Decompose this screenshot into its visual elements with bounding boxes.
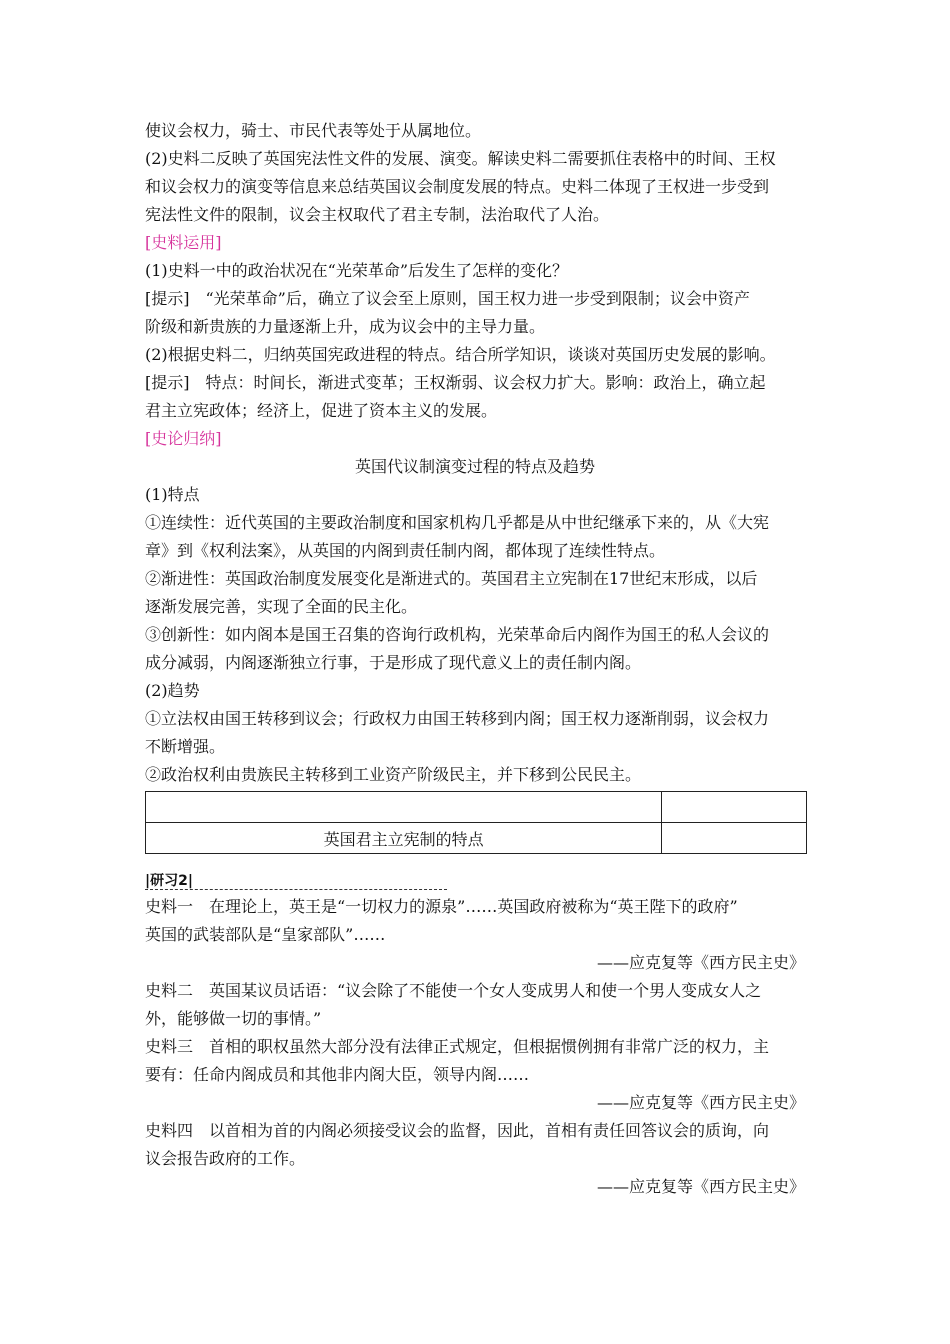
summary-title: 英国代议制演变过程的特点及趋势: [354, 457, 595, 476]
source-4-line: 议会报告政府的工作。: [145, 1149, 306, 1168]
source-3-line: 要有：任命内阁成员和其他非内阁大臣，领导内阁……: [145, 1065, 530, 1084]
source-3-line: 史料三 首相的职权虽然大部分没有法律正式规定，但根据惯例拥有非常广泛的权力，主: [145, 1037, 770, 1056]
text-line: 使议会权力，骑士、市民代表等处于从属地位。: [145, 121, 482, 140]
text-line: 章》到《权利法案》，从英国的内阁到责任制内阁，都体现了连续性特点。: [145, 541, 666, 560]
source-citation: ——应克复等《西方民主史》: [596, 1177, 805, 1196]
text-line: 和议会权力的演变等信息来总结英国议会制度发展的特点。史料二体现了王权进一步受到: [145, 177, 770, 196]
source-citation: ——应克复等《西方民主史》: [596, 1093, 805, 1112]
text-line: 成分减弱，内阁逐渐独立行事，于是形成了现代意义上的责任制内阁。: [145, 653, 642, 672]
table-cell: [662, 823, 807, 854]
answer-2-line: [提示] 特点：时间长，渐进式变革；王权渐弱、议会权力扩大。影响：政治上，确立起: [145, 373, 766, 392]
subheading-features: (1)特点: [145, 485, 200, 504]
study-tag: |研习2|: [145, 873, 193, 889]
section-heading-summary: [史论归纳]: [145, 429, 222, 448]
text-line: ②渐进性：英国政治制度发展变化是渐进式的。英国君主立宪制在17世纪末形成，以后: [145, 569, 758, 588]
source-2-line: 外，能够做一切的事情。”: [145, 1009, 322, 1028]
source-2-line: 史料二 英国某议员话语：“议会除了不能使一个女人变成男人和使一个男人变成女人之: [145, 981, 762, 1000]
source-4-line: 史料四 以首相为首的内阁必须接受议会的监督，因此，首相有责任回答议会的质询，向: [145, 1121, 770, 1140]
source-1-line: 英国的武装部队是“皇家部队”……: [145, 925, 386, 944]
question-1: (1)史料一中的政治状况在“光荣革命”后发生了怎样的变化？: [145, 261, 569, 280]
source-citation: ——应克复等《西方民主史》: [596, 953, 805, 972]
table-row: [146, 823, 807, 854]
answer-1-line: [提示] “光荣革命”后，确立了议会至上原则，国王权力进一步受到限制；议会中资产: [145, 289, 750, 308]
text-line: ②政治权利由贵族民主转移到工业资产阶级民主，并下移到公民民主。: [145, 765, 642, 784]
dashed-divider: [145, 889, 447, 890]
text-line: 不断增强。: [145, 737, 226, 756]
answer-2-line: 君主立宪政体；经济上，促进了资本主义的发展。: [145, 401, 498, 420]
text-line: 逐渐发展完善，实现了全面的民主化。: [145, 597, 418, 616]
text-line: (2)史料二反映了英国宪法性文件的发展、演变。解读史料二需要抓住表格中的时间、王权: [145, 149, 776, 168]
summary-table: [145, 791, 807, 854]
table-cell: [146, 792, 662, 823]
section-heading-application: [史料运用]: [145, 233, 222, 252]
source-1-line: 史料一 在理论上，英王是“一切权力的源泉”……英国政府被称为“英王陛下的政府”: [145, 897, 738, 916]
text-line: ③创新性：如内阁本是国王召集的咨询行政机构，光荣革命后内阁作为国王的私人会议的: [145, 625, 770, 644]
text-line: 宪法性文件的限制，议会主权取代了君主专制，法治取代了人治。: [145, 205, 610, 224]
text-line: ①连续性：近代英国的主要政治制度和国家机构几乎都是从中世纪继承下来的，从《大宪: [145, 513, 770, 532]
table-cell-label: 英国君主立宪制的特点: [146, 823, 662, 854]
text-line: ①立法权由国王转移到议会；行政权力由国王转移到内阁；国王权力逐渐削弱，议会权力: [145, 709, 770, 728]
table-cell: [662, 792, 807, 823]
study-tag-label: 研习2: [150, 873, 188, 889]
subheading-trends: (2)趋势: [145, 681, 200, 700]
question-2: (2)根据史料二，归纳英国宪政进程的特点。结合所学知识，谈谈对英国历史发展的影响。: [145, 345, 776, 364]
answer-1-line: 阶级和新贵族的力量逐渐上升，成为议会中的主导力量。: [145, 317, 546, 336]
table-row: [146, 792, 807, 823]
